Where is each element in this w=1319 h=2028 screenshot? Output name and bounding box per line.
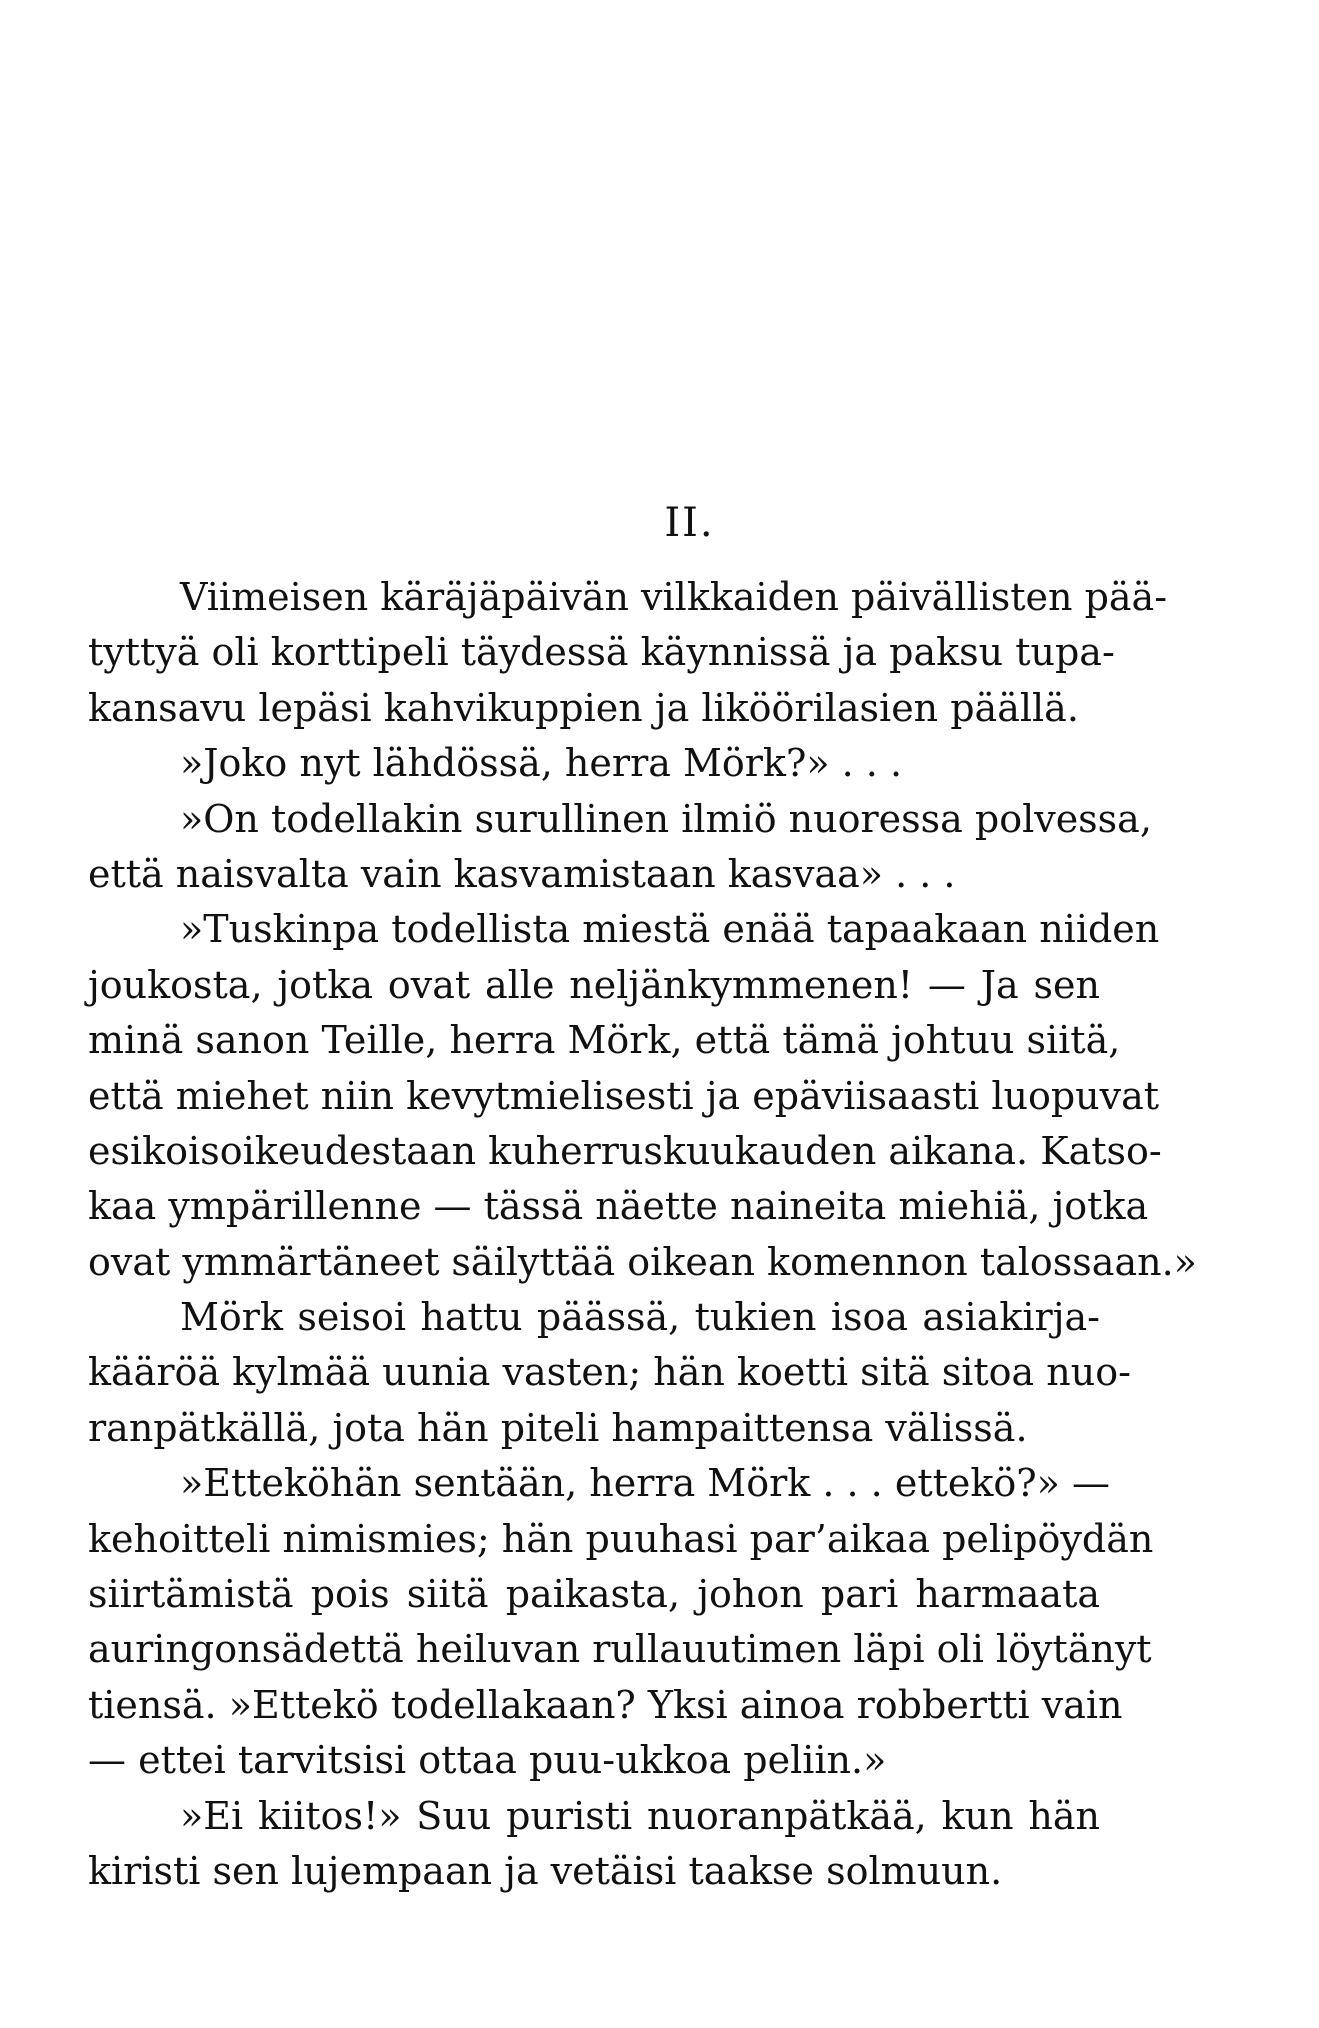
text-line: Viimeisen käräjäpäivän vilkkaiden päivällisten pää- [180, 575, 1168, 619]
text-line: kehoitteli nimismies; hän puuhasi par’aikaa pelipöydän [88, 1516, 1154, 1561]
text-line: kansavu lepäsi kahvikuppien ja liköörilasien päällä. [88, 685, 1079, 730]
text-line: että miehet niin kevytmielisesti ja epäviisaasti luopuvat [88, 1073, 1160, 1118]
text-line: »Etteköhän sentään, herra Mörk . . . ettekö?» — [180, 1461, 1110, 1506]
text-line: minä sanon Teille, herra Mörk, että tämä johtuu siitä, [88, 1018, 1121, 1063]
text-line: ranpätkällä, jota hän piteli hampaittensa välissä. [88, 1405, 1028, 1450]
text-line: — ettei tarvitsisi ottaa puu-ukkoa peliin.» [88, 1738, 887, 1783]
text-line: että naisvalta vain kasvamistaan kasvaa» . . . [88, 851, 956, 896]
text-line: siirtämistä pois siitä paikasta, johon pari harmaata [88, 1572, 1100, 1617]
text-line: tiensä. »Ettekö todellakaan? Yksi ainoa robbertti vain [88, 1682, 1123, 1727]
text-line: »Tuskinpa todellista miestä enää tapaakaan niiden [180, 907, 1160, 952]
body-text [88, 570, 1197, 1899]
text-line: kääröä kylmää uunia vasten; hän koetti sitä sitoa nuo- [88, 1350, 1131, 1395]
text-line: kiristi sen lujempaan ja vetäisi taakse solmuun. [88, 1848, 1003, 1893]
text-line: »Joko nyt lähdössä, herra Mörk?» . . . [180, 741, 903, 786]
text-line: auringonsädettä heiluvan rullauutimen läpi oli löytänyt [88, 1627, 1152, 1672]
text-line: kaa ympärillenne — tässä näette naineita miehiä, jotka [88, 1184, 1149, 1229]
text-line: »Ei kiitos!» Suu puristi nuoranpätkää, kun hän [180, 1793, 1100, 1838]
text-line: ovat ymmärtäneet säilyttää oikean komennon talossaan.» [88, 1239, 1197, 1284]
text-line: »On todellakin surullinen ilmiö nuoressa polvessa, [180, 796, 1152, 841]
chapter-heading: II. [664, 500, 715, 546]
text-line: Mörk seisoi hattu päässä, tukien isoa asiakirja- [180, 1295, 1100, 1340]
text-line: esikoisoikeudestaan kuherruskuukauden aikana. Katso- [88, 1128, 1162, 1173]
text-line: joukosta, jotka ovat alle neljänkymmenen! — Ja sen [88, 962, 1100, 1007]
text-line: tyttyä oli korttipeli täydessä käynnissä ja paksu tupa- [88, 630, 1115, 675]
